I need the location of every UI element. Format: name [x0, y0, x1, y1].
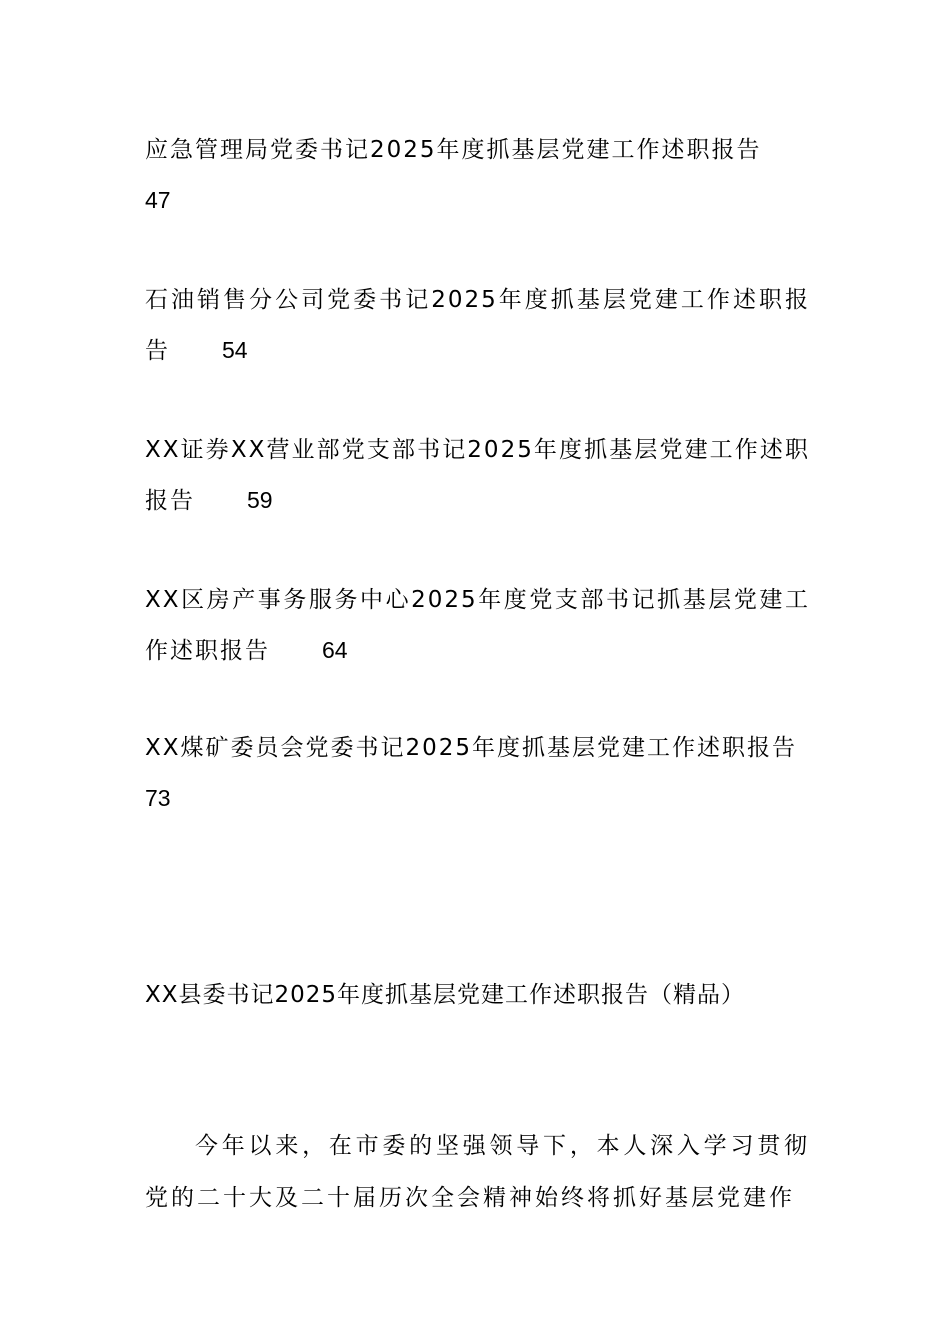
toc-entry[interactable]: [145, 575, 810, 676]
toc-entry-title: XX证券XX营业部党支部书记2025年度抓基层党建工作述职报告: [145, 437, 810, 514]
toc-entry[interactable]: [145, 723, 810, 824]
toc-entry-title: XX煤矿委员会党委书记2025年度抓基层党建工作述职报告: [145, 735, 798, 761]
toc-entry-page: 59: [247, 487, 273, 513]
toc-entry-title: XX区房产事务服务中心2025年度党支部书记抓基层党建工作述职报告: [145, 587, 810, 664]
toc-entry[interactable]: [145, 425, 810, 526]
article-body-paragraph: 今年以来，在市委的坚强领导下，本人深入学习贯彻党的二十大及二十届历次全会精神始终将抓好基层党建作: [145, 1133, 810, 1211]
toc-entry[interactable]: [145, 125, 810, 226]
toc-entry-title: 应急管理局党委书记2025年度抓基层党建工作述职报告: [145, 137, 762, 163]
toc-entry-page: 54: [222, 337, 248, 363]
article-title: XX县委书记2025年度抓基层党建工作述职报告（精品）: [145, 982, 746, 1008]
toc-entry[interactable]: [145, 275, 810, 376]
toc-entry-page: 73: [145, 785, 171, 811]
toc-entry-title: 石油销售分公司党委书记2025年度抓基层党建工作述职报告: [145, 287, 810, 364]
toc-entry-page: 47: [145, 187, 171, 213]
toc-entry-page: 64: [322, 637, 348, 663]
